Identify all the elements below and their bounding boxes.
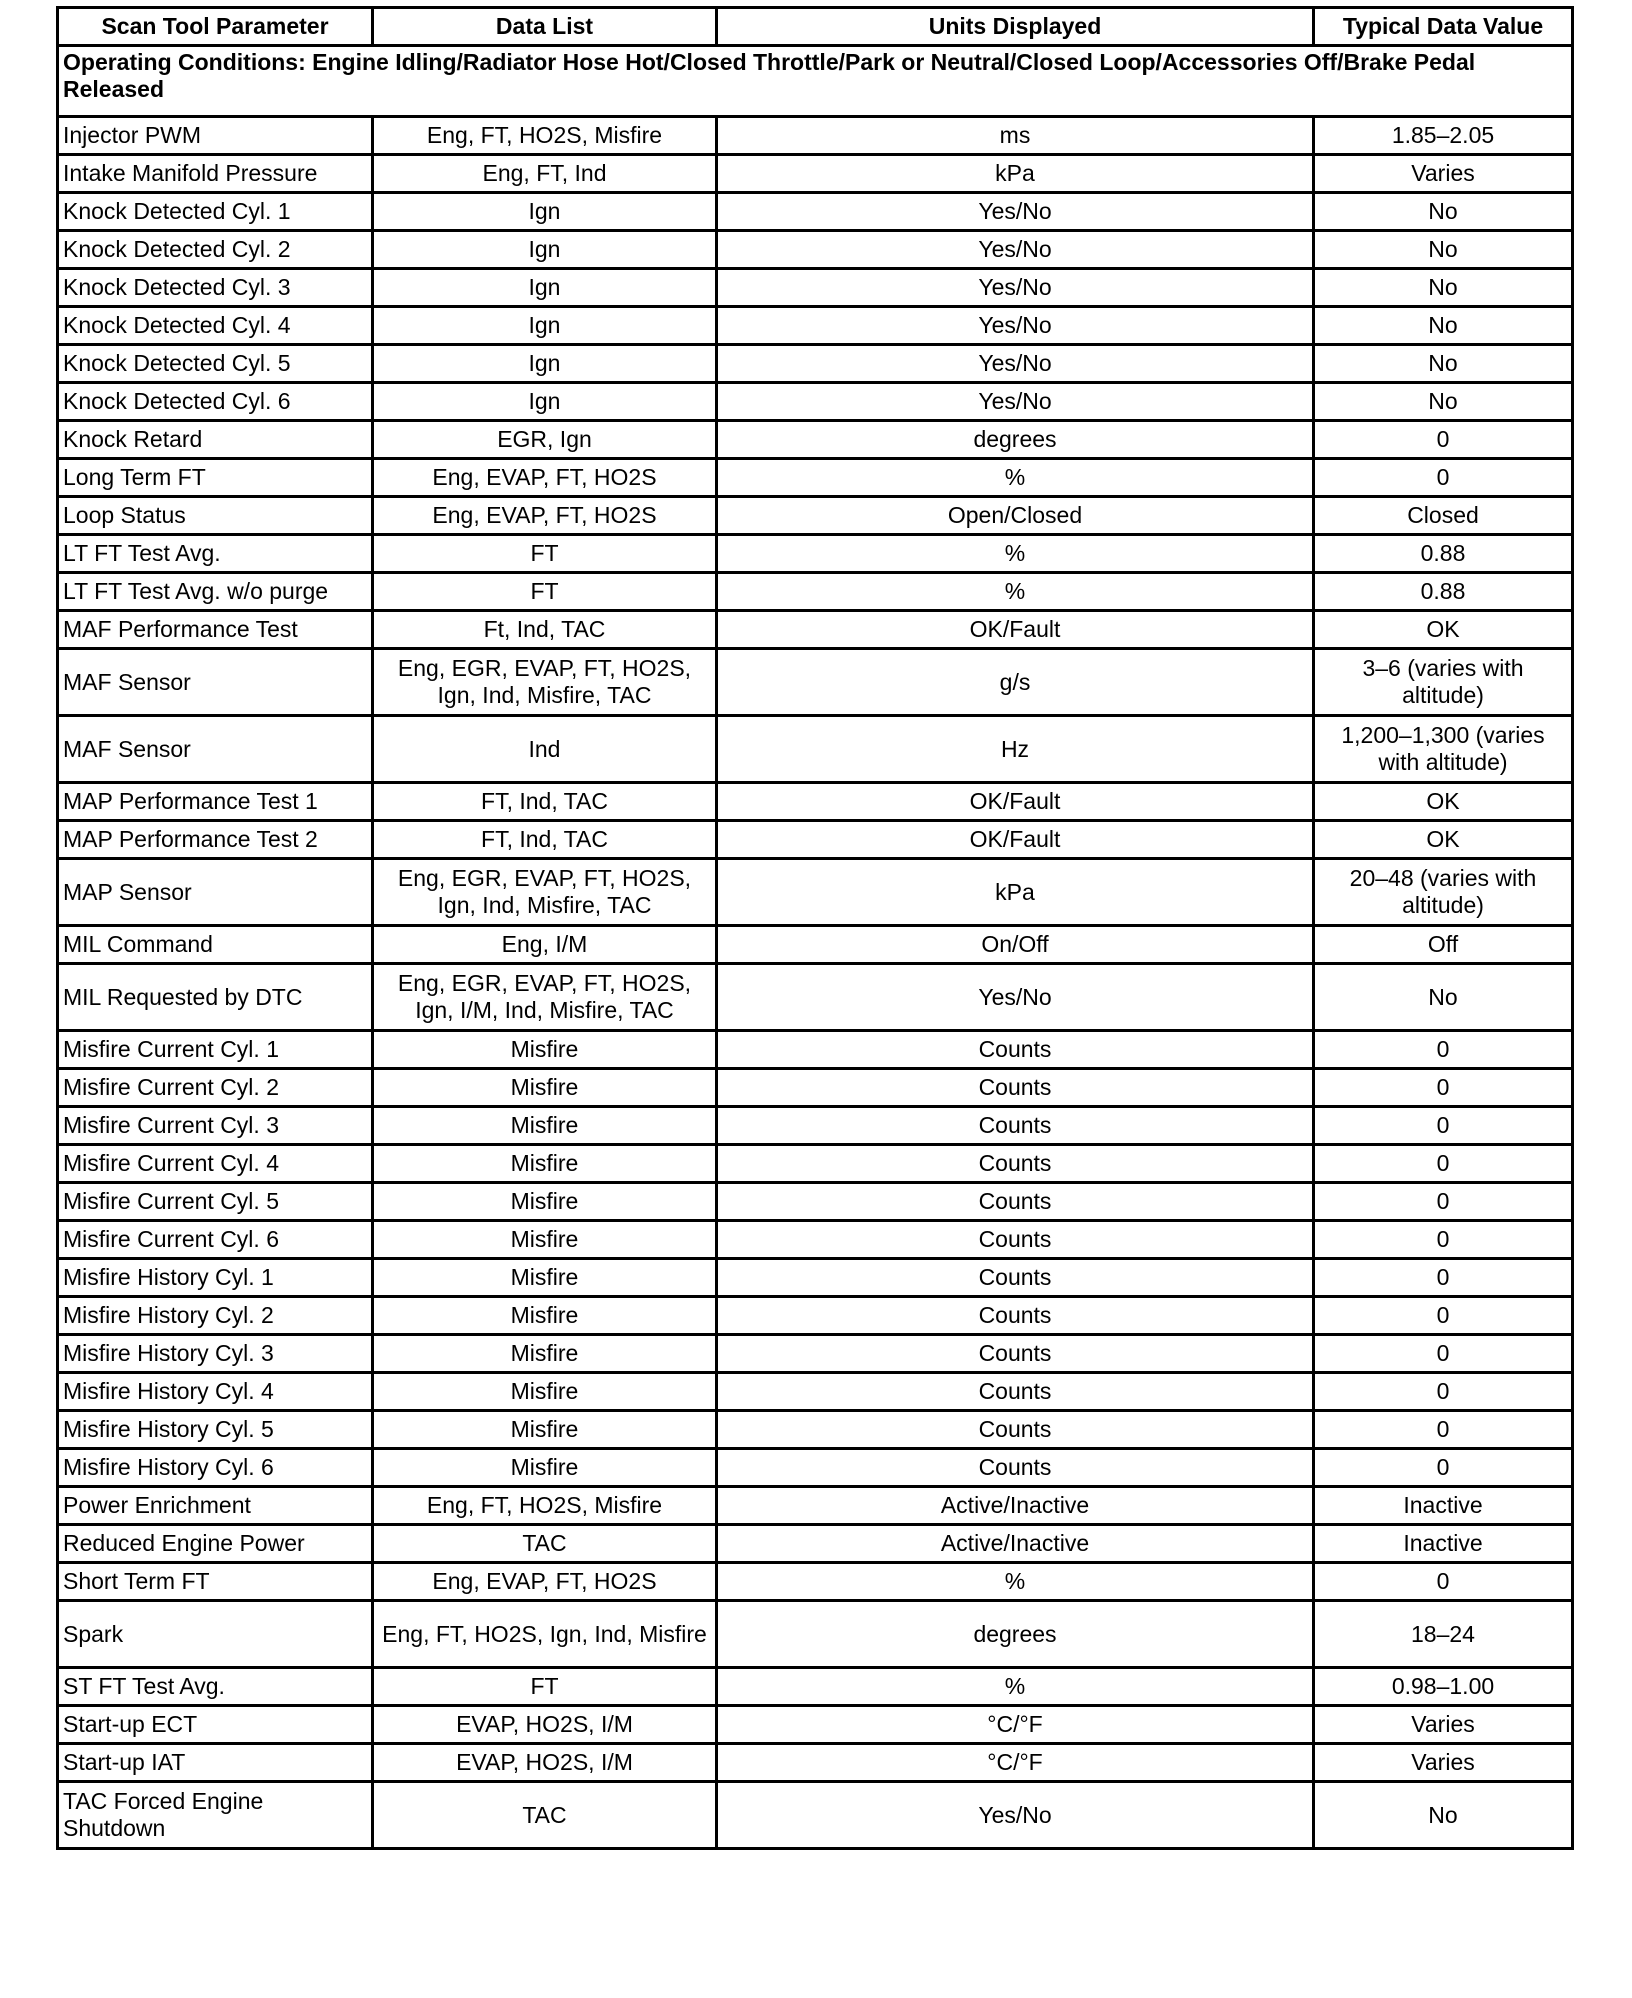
- cell-typical-value: 0: [1314, 421, 1573, 459]
- table-row: [58, 1183, 1573, 1221]
- cell-data-list: Misfire: [373, 1069, 717, 1107]
- cell-data-list: EVAP, HO2S, I/M: [373, 1744, 717, 1782]
- cell-units: Yes/No: [717, 964, 1314, 1031]
- cell-parameter: MAF Performance Test: [58, 611, 373, 649]
- table-row: [58, 821, 1573, 859]
- cell-units: ms: [717, 117, 1314, 155]
- cell-units: Counts: [717, 1259, 1314, 1297]
- cell-units: Counts: [717, 1145, 1314, 1183]
- cell-parameter: LT FT Test Avg. w/o purge: [58, 573, 373, 611]
- cell-units: Counts: [717, 1031, 1314, 1069]
- cell-typical-value: 0: [1314, 1449, 1573, 1487]
- cell-typical-value: OK: [1314, 611, 1573, 649]
- cell-parameter: Power Enrichment: [58, 1487, 373, 1525]
- cell-parameter: Reduced Engine Power: [58, 1525, 373, 1563]
- header-parameter: Scan Tool Parameter: [58, 8, 373, 46]
- cell-units: Yes/No: [717, 1782, 1314, 1849]
- cell-data-list: Eng, FT, HO2S, Misfire: [373, 117, 717, 155]
- cell-data-list: Ign: [373, 269, 717, 307]
- cell-typical-value: 0: [1314, 1031, 1573, 1069]
- cell-parameter: Intake Manifold Pressure: [58, 155, 373, 193]
- cell-units: Counts: [717, 1297, 1314, 1335]
- cell-data-list: Misfire: [373, 1449, 717, 1487]
- table-row: [58, 155, 1573, 193]
- cell-data-list: TAC: [373, 1525, 717, 1563]
- table-row: [58, 497, 1573, 535]
- table-row: [58, 964, 1573, 1031]
- cell-parameter: Misfire History Cyl. 6: [58, 1449, 373, 1487]
- cell-data-list: FT: [373, 535, 717, 573]
- cell-data-list: Misfire: [373, 1221, 717, 1259]
- cell-data-list: Eng, FT, HO2S, Ign, Ind, Misfire: [373, 1601, 717, 1668]
- table-row: [58, 1335, 1573, 1373]
- table-row: [58, 1449, 1573, 1487]
- cell-units: °C/°F: [717, 1706, 1314, 1744]
- cell-data-list: Misfire: [373, 1373, 717, 1411]
- cell-data-list: Eng, EVAP, FT, HO2S: [373, 497, 717, 535]
- cell-typical-value: No: [1314, 307, 1573, 345]
- table-row: [58, 1411, 1573, 1449]
- cell-units: Yes/No: [717, 269, 1314, 307]
- cell-parameter: Misfire History Cyl. 5: [58, 1411, 373, 1449]
- cell-data-list: Misfire: [373, 1259, 717, 1297]
- cell-units: Yes/No: [717, 231, 1314, 269]
- cell-units: %: [717, 1668, 1314, 1706]
- table-row: [58, 1601, 1573, 1668]
- cell-typical-value: 0: [1314, 1411, 1573, 1449]
- cell-typical-value: 1,200–1,300 (varies with altitude): [1314, 716, 1573, 783]
- cell-parameter: Misfire Current Cyl. 6: [58, 1221, 373, 1259]
- table-row: [58, 926, 1573, 964]
- cell-data-list: FT: [373, 573, 717, 611]
- cell-typical-value: No: [1314, 964, 1573, 1031]
- cell-units: Active/Inactive: [717, 1525, 1314, 1563]
- cell-units: Counts: [717, 1335, 1314, 1373]
- cell-units: Counts: [717, 1411, 1314, 1449]
- cell-units: Open/Closed: [717, 497, 1314, 535]
- table-row: [58, 193, 1573, 231]
- cell-typical-value: No: [1314, 345, 1573, 383]
- cell-parameter: MAP Performance Test 2: [58, 821, 373, 859]
- cell-data-list: Eng, I/M: [373, 926, 717, 964]
- cell-data-list: Misfire: [373, 1107, 717, 1145]
- cell-units: Counts: [717, 1069, 1314, 1107]
- cell-parameter: Knock Detected Cyl. 2: [58, 231, 373, 269]
- cell-data-list: Ign: [373, 193, 717, 231]
- table-row: [58, 307, 1573, 345]
- operating-conditions-row: [58, 46, 1573, 117]
- cell-units: Hz: [717, 716, 1314, 783]
- cell-data-list: Misfire: [373, 1031, 717, 1069]
- header-row: [58, 8, 1573, 46]
- cell-units: %: [717, 1563, 1314, 1601]
- cell-typical-value: 1.85–2.05: [1314, 117, 1573, 155]
- cell-typical-value: 0: [1314, 1069, 1573, 1107]
- cell-typical-value: No: [1314, 269, 1573, 307]
- cell-data-list: Eng, FT, Ind: [373, 155, 717, 193]
- table-row: [58, 649, 1573, 716]
- cell-units: %: [717, 459, 1314, 497]
- cell-typical-value: 0: [1314, 1107, 1573, 1145]
- table-row: [58, 859, 1573, 926]
- table-row: [58, 611, 1573, 649]
- cell-parameter: Knock Detected Cyl. 3: [58, 269, 373, 307]
- cell-data-list: Misfire: [373, 1297, 717, 1335]
- table-row: [58, 1373, 1573, 1411]
- cell-data-list: FT, Ind, TAC: [373, 821, 717, 859]
- cell-typical-value: 0: [1314, 1335, 1573, 1373]
- cell-typical-value: Inactive: [1314, 1525, 1573, 1563]
- cell-parameter: LT FT Test Avg.: [58, 535, 373, 573]
- scan-tool-data-table: [56, 6, 1574, 1850]
- cell-units: Yes/No: [717, 345, 1314, 383]
- cell-parameter: MIL Command: [58, 926, 373, 964]
- cell-typical-value: 18–24: [1314, 1601, 1573, 1668]
- cell-parameter: Misfire History Cyl. 4: [58, 1373, 373, 1411]
- cell-data-list: Eng, EGR, EVAP, FT, HO2S, Ign, I/M, Ind, Misfire, TAC: [373, 964, 717, 1031]
- cell-typical-value: Closed: [1314, 497, 1573, 535]
- cell-units: %: [717, 535, 1314, 573]
- cell-units: degrees: [717, 1601, 1314, 1668]
- cell-units: Yes/No: [717, 307, 1314, 345]
- cell-parameter: Misfire History Cyl. 1: [58, 1259, 373, 1297]
- table-row: [58, 573, 1573, 611]
- cell-units: Yes/No: [717, 193, 1314, 231]
- cell-typical-value: Varies: [1314, 1744, 1573, 1782]
- table-row: [58, 1706, 1573, 1744]
- table-row: [58, 1782, 1573, 1849]
- cell-typical-value: 0.98–1.00: [1314, 1668, 1573, 1706]
- cell-units: OK/Fault: [717, 821, 1314, 859]
- cell-data-list: Eng, FT, HO2S, Misfire: [373, 1487, 717, 1525]
- cell-parameter: Loop Status: [58, 497, 373, 535]
- table-row: [58, 269, 1573, 307]
- cell-parameter: Misfire Current Cyl. 4: [58, 1145, 373, 1183]
- cell-parameter: Knock Detected Cyl. 6: [58, 383, 373, 421]
- cell-parameter: Misfire History Cyl. 3: [58, 1335, 373, 1373]
- cell-typical-value: 0: [1314, 459, 1573, 497]
- cell-data-list: Ign: [373, 307, 717, 345]
- cell-typical-value: 0: [1314, 1297, 1573, 1335]
- cell-data-list: Ind: [373, 716, 717, 783]
- cell-typical-value: Inactive: [1314, 1487, 1573, 1525]
- table-row: [58, 383, 1573, 421]
- cell-parameter: Injector PWM: [58, 117, 373, 155]
- table-row: [58, 459, 1573, 497]
- cell-typical-value: 20–48 (varies with altitude): [1314, 859, 1573, 926]
- cell-data-list: EVAP, HO2S, I/M: [373, 1706, 717, 1744]
- cell-typical-value: 0: [1314, 1221, 1573, 1259]
- cell-parameter: Long Term FT: [58, 459, 373, 497]
- table-row: [58, 1107, 1573, 1145]
- cell-units: degrees: [717, 421, 1314, 459]
- cell-data-list: Ft, Ind, TAC: [373, 611, 717, 649]
- cell-typical-value: OK: [1314, 821, 1573, 859]
- table-row: [58, 421, 1573, 459]
- cell-parameter: Knock Detected Cyl. 4: [58, 307, 373, 345]
- cell-typical-value: 3–6 (varies with altitude): [1314, 649, 1573, 716]
- table-row: [58, 1069, 1573, 1107]
- cell-data-list: FT, Ind, TAC: [373, 783, 717, 821]
- cell-data-list: Misfire: [373, 1145, 717, 1183]
- cell-typical-value: 0.88: [1314, 573, 1573, 611]
- cell-typical-value: Off: [1314, 926, 1573, 964]
- table-row: [58, 1525, 1573, 1563]
- cell-parameter: Misfire Current Cyl. 5: [58, 1183, 373, 1221]
- cell-units: OK/Fault: [717, 611, 1314, 649]
- table-row: [58, 1145, 1573, 1183]
- cell-typical-value: Varies: [1314, 1706, 1573, 1744]
- cell-units: Counts: [717, 1183, 1314, 1221]
- cell-typical-value: 0: [1314, 1373, 1573, 1411]
- cell-parameter: MAP Performance Test 1: [58, 783, 373, 821]
- cell-data-list: Ign: [373, 383, 717, 421]
- cell-typical-value: No: [1314, 193, 1573, 231]
- table-row: [58, 1744, 1573, 1782]
- cell-parameter: Spark: [58, 1601, 373, 1668]
- cell-parameter: Knock Retard: [58, 421, 373, 459]
- cell-parameter: Misfire Current Cyl. 2: [58, 1069, 373, 1107]
- cell-data-list: Eng, EVAP, FT, HO2S: [373, 459, 717, 497]
- cell-parameter: Misfire History Cyl. 2: [58, 1297, 373, 1335]
- header-data-list: Data List: [373, 8, 717, 46]
- table-row: [58, 783, 1573, 821]
- cell-parameter: Knock Detected Cyl. 1: [58, 193, 373, 231]
- cell-units: °C/°F: [717, 1744, 1314, 1782]
- cell-data-list: EGR, Ign: [373, 421, 717, 459]
- cell-typical-value: 0: [1314, 1145, 1573, 1183]
- cell-data-list: Ign: [373, 231, 717, 269]
- table-row: [58, 1221, 1573, 1259]
- table-row: [58, 535, 1573, 573]
- operating-conditions: Operating Conditions: Engine Idling/Radiator Hose Hot/Closed Throttle/Park or Neutral/Closed Loop/Accessories Off/Brake Pedal Released: [58, 46, 1573, 117]
- header-typical-value: Typical Data Value: [1314, 8, 1573, 46]
- cell-data-list: Ign: [373, 345, 717, 383]
- cell-parameter: Start-up IAT: [58, 1744, 373, 1782]
- cell-units: Counts: [717, 1449, 1314, 1487]
- cell-typical-value: Varies: [1314, 155, 1573, 193]
- cell-parameter: Misfire Current Cyl. 1: [58, 1031, 373, 1069]
- cell-typical-value: No: [1314, 1782, 1573, 1849]
- cell-units: Counts: [717, 1107, 1314, 1145]
- cell-typical-value: 0.88: [1314, 535, 1573, 573]
- cell-units: OK/Fault: [717, 783, 1314, 821]
- cell-units: g/s: [717, 649, 1314, 716]
- cell-parameter: ST FT Test Avg.: [58, 1668, 373, 1706]
- table-row: [58, 1297, 1573, 1335]
- cell-units: kPa: [717, 155, 1314, 193]
- cell-data-list: TAC: [373, 1782, 717, 1849]
- cell-typical-value: 0: [1314, 1563, 1573, 1601]
- cell-data-list: FT: [373, 1668, 717, 1706]
- cell-data-list: Misfire: [373, 1411, 717, 1449]
- table-row: [58, 1668, 1573, 1706]
- cell-parameter: Short Term FT: [58, 1563, 373, 1601]
- cell-typical-value: OK: [1314, 783, 1573, 821]
- table-row: [58, 231, 1573, 269]
- cell-parameter: MAF Sensor: [58, 649, 373, 716]
- cell-parameter: Knock Detected Cyl. 5: [58, 345, 373, 383]
- header-units: Units Displayed: [717, 8, 1314, 46]
- cell-parameter: Misfire Current Cyl. 3: [58, 1107, 373, 1145]
- cell-typical-value: No: [1314, 383, 1573, 421]
- cell-parameter: MAP Sensor: [58, 859, 373, 926]
- table-row: [58, 117, 1573, 155]
- cell-units: kPa: [717, 859, 1314, 926]
- cell-units: On/Off: [717, 926, 1314, 964]
- cell-data-list: Eng, EGR, EVAP, FT, HO2S, Ign, Ind, Misfire, TAC: [373, 649, 717, 716]
- table-row: [58, 1563, 1573, 1601]
- cell-typical-value: 0: [1314, 1183, 1573, 1221]
- cell-units: %: [717, 573, 1314, 611]
- cell-data-list: Misfire: [373, 1335, 717, 1373]
- cell-typical-value: No: [1314, 231, 1573, 269]
- cell-units: Counts: [717, 1221, 1314, 1259]
- cell-units: Active/Inactive: [717, 1487, 1314, 1525]
- cell-typical-value: 0: [1314, 1259, 1573, 1297]
- table-row: [58, 1259, 1573, 1297]
- cell-units: Yes/No: [717, 383, 1314, 421]
- table-row: [58, 1487, 1573, 1525]
- cell-data-list: Eng, EVAP, FT, HO2S: [373, 1563, 717, 1601]
- table-row: [58, 345, 1573, 383]
- cell-data-list: Misfire: [373, 1183, 717, 1221]
- cell-units: Counts: [717, 1373, 1314, 1411]
- cell-parameter: Start-up ECT: [58, 1706, 373, 1744]
- table-row: [58, 716, 1573, 783]
- cell-parameter: TAC Forced Engine Shutdown: [58, 1782, 373, 1849]
- table-row: [58, 1031, 1573, 1069]
- cell-parameter: MAF Sensor: [58, 716, 373, 783]
- cell-data-list: Eng, EGR, EVAP, FT, HO2S, Ign, Ind, Misfire, TAC: [373, 859, 717, 926]
- cell-parameter: MIL Requested by DTC: [58, 964, 373, 1031]
